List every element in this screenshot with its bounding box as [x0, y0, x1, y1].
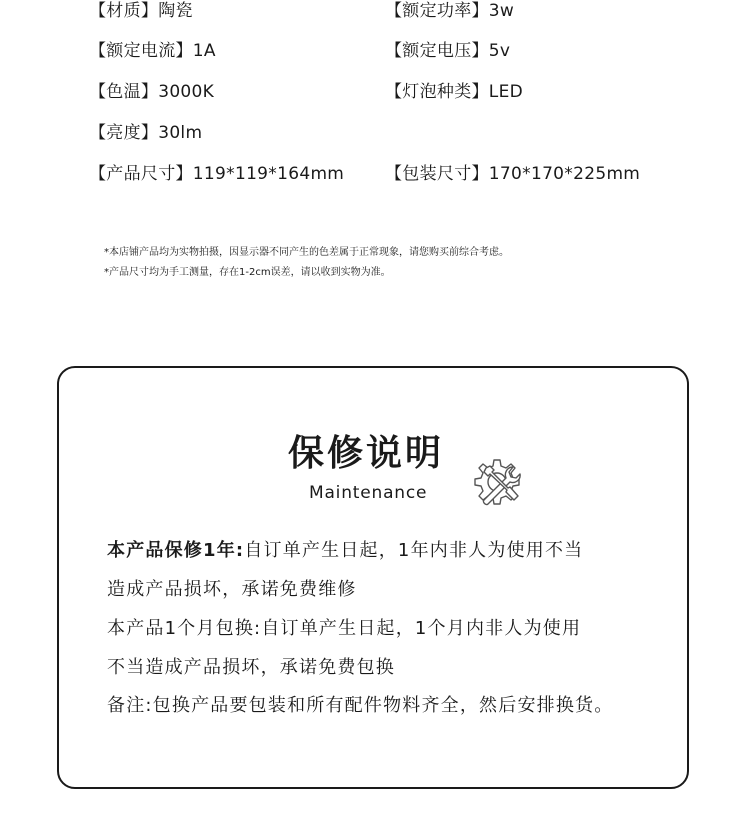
- spec-brightness: 【亮度】30lm: [89, 123, 203, 143]
- warranty-line-5: 备注:包换产品要包装和所有配件物料齐全，然后安排换货。: [107, 695, 614, 716]
- spec-rated-voltage: 【额定电压】5v: [385, 41, 511, 61]
- spec-package-size: 【包装尺寸】170*170*225mm: [385, 164, 641, 184]
- spec-color-temp: 【色温】3000K: [89, 82, 215, 102]
- warranty-card: [57, 366, 689, 789]
- spec-bulb-type: 【灯泡种类】LED: [385, 82, 524, 102]
- warranty-line-1-rest: 自订单产生日起，1年内非人为使用不当: [244, 540, 584, 561]
- warranty-subtitle: Maintenance: [309, 483, 428, 503]
- spec-rated-current: 【额定电流】1A: [89, 41, 216, 61]
- spec-product-size: 【产品尺寸】119*119*164mm: [89, 164, 345, 184]
- warranty-line-2: 造成产品损坏，承诺免费维修: [107, 579, 357, 600]
- disclaimer-size: *产品尺寸均为手工测量，存在1-2cm误差，请以收到实物为准。: [104, 267, 391, 278]
- disclaimer-color: *本店铺产品均为实物拍摄，因显示器不同产生的色差属于正常现象，请您购买前综合考虑。: [104, 247, 509, 258]
- warranty-title: 保修说明: [288, 433, 445, 474]
- warranty-line-1-bold: 本产品保修1年:: [107, 540, 245, 561]
- warranty-line-4: 不当造成产品损坏，承诺免费包换: [107, 657, 395, 678]
- spec-rated-power: 【额定功率】3w: [385, 1, 515, 21]
- warranty-line-1: [107, 539, 583, 563]
- warranty-line-3: 本产品1个月包换:自订单产生日起，1个月内非人为使用: [107, 618, 582, 639]
- spec-material: 【材质】陶瓷: [89, 1, 193, 21]
- wrench-gear-icon: [470, 456, 526, 512]
